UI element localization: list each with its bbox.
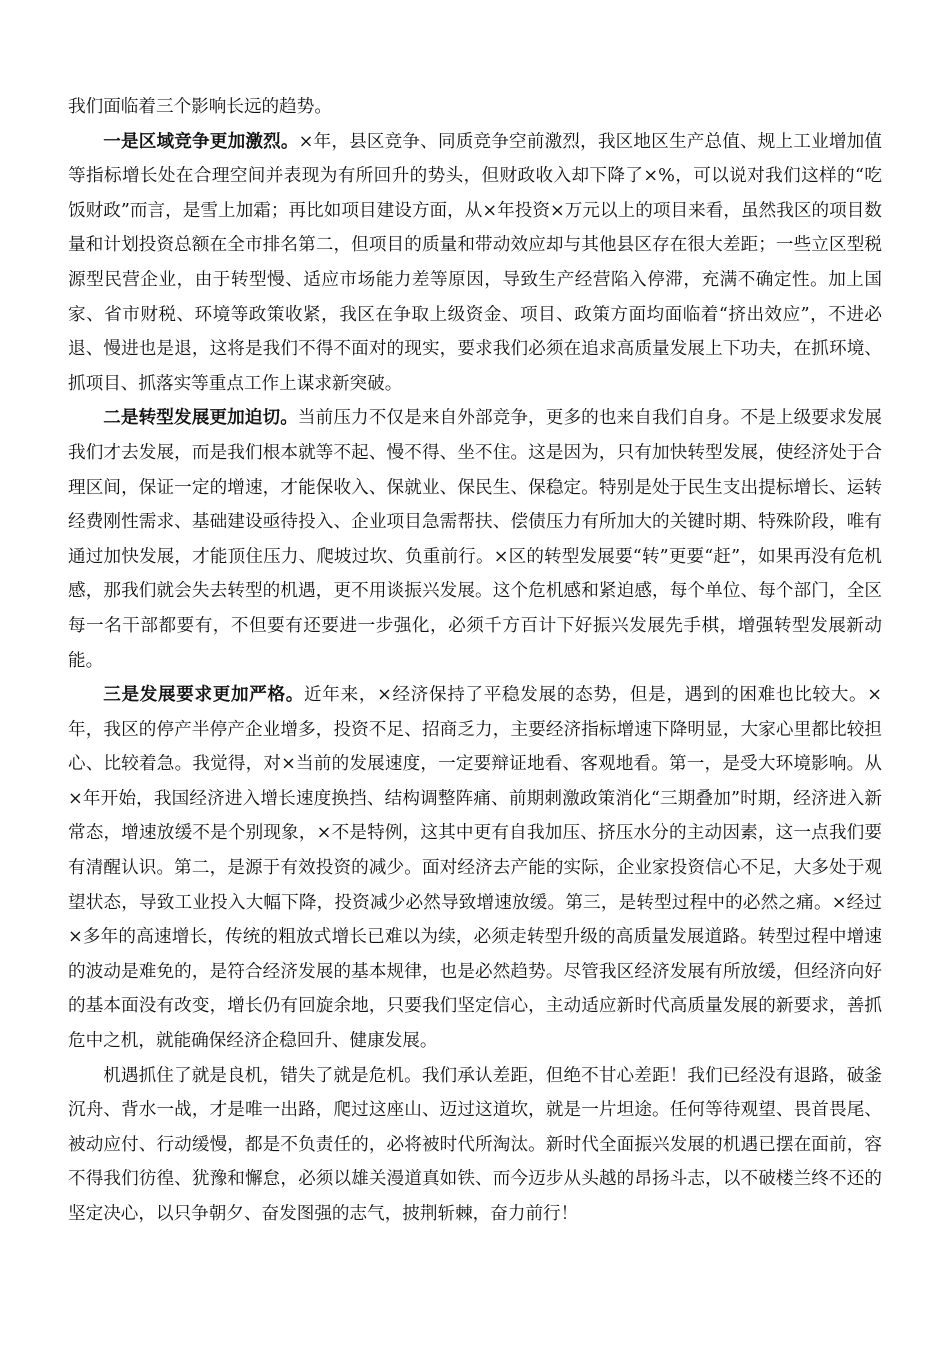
closing-paragraph (68, 1059, 882, 1232)
section-3-paragraph (68, 678, 882, 1059)
section-3-heading: 三是发展要求更加严格。 (103, 684, 305, 706)
section-1-heading: 一是区域竞争更加激烈。 (103, 130, 299, 152)
section-2-paragraph (68, 401, 882, 678)
intro-paragraph (68, 90, 882, 125)
section-2-text: 当前压力不仅是来自外部竞争，更多的也来自我们自身。不是上级要求发展我们才去发展，而是我们根本就等不起、慢不得、坐不住。这是因为，只有加快转型发展，使经济处于合理区间，保证一定的增速，才能保收入、保就业、保民生、保稳定。特别是处于民生支出提标增长、运转经费刚性需求、基础建设亟待投入、企业项目急需帮扶、偿债压力有所加大的关键时期、特殊阶段，唯有通过加快发展，才能顶住压力、爬坡过坎、负重前行。×区的转型发展要“转”更要“赶”，如果再没有危机感，那我们就会失去转型的机遇，更不用谈振兴发展。这个危机感和紧迫感，每个单位、每个部门，全区每一名干部都要有，不但要有还要进一步强化，必须千方百计下好振兴发展先手棋，增强转型发展新动能。 (68, 408, 882, 671)
section-2-heading: 二是转型发展更加迫切。 (103, 407, 298, 429)
closing-text: 机遇抓住了就是良机，错失了就是危机。我们承认差距，但绝不甘心差距！我们已经没有退路，破釜沉舟、背水一战，才是唯一出路，爬过这座山、迈过这道坎，就是一片坦途。任何等待观望、畏首畏尾、被动应付、行动缓慢，都是不负责任的，必将被时代所淘汰。新时代全面振兴发展的机遇已摆在面前，容不得我们彷徨、犹豫和懈怠，必须以雄关漫道真如铁、而今迈步从头越的昂扬斗志，以不破楼兰终不还的坚定决心，以只争朝夕、奋发图强的志气，披荆斩棘，奋力前行！ (68, 1065, 882, 1224)
document-body (68, 90, 882, 1232)
intro-text: 我们面临着三个影响长远的趋势。 (68, 97, 332, 117)
section-1-text: ×年，县区竞争、同质竞争空前激烈，我区地区生产总值、规上工业增加值等指标增长处在合理空间并表现为有所回升的势头，但财政收入却下降了×%，可以说对我们这样的“吃饭财政”而言，是雪上加霜；再比如项目建设方面，从×年投资×万元以上的项目来看，虽然我区的项目数量和计划投资总额在全市排名第二，但项目的质量和带动效应却与其他县区存在很大差距；一些立区型税源型民营企业，由于转型慢、适应市场能力差等原因，导致生产经营陷入停滞，充满不确定性。加上国家、省市财税、环境等政策收紧，我区在争取上级资金、项目、政策方面均面临着“挤出效应”，不进必退、慢进也是退，这将是我们不得不面对的现实，要求我们必须在追求高质量发展上下功夫，在抓环境、抓项目、抓落实等重点工作上谋求新突破。 (68, 131, 882, 394)
section-3-text: 近年来，×经济保持了平稳发展的态势，但是，遇到的困难也比较大。×年，我区的停产半停产企业增多，投资不足、招商乏力，主要经济指标增速下降明显，大家心里都比较担心、比较着急。我觉得，对×当前的发展速度，一定要辩证地看、客观地看。第一，是受大环境影响。从×年开始，我国经济进入增长速度换挡、结构调整阵痛、前期刺激政策消化“三期叠加”时期，经济进入新常态，增速放缓不是个别现象，×不是特例，这其中更有自我加压、挤压水分的主动因素，这一点我们要有清醒认识。第二，是源于有效投资的减少。面对经济去产能的实际，企业家投资信心不足，大多处于观望状态，导致工业投入大幅下降，投资减少必然导致增速放缓。第三，是转型过程中的必然之痛。×经过×多年的高速增长，传统的粗放式增长已难以为续，必须走转型升级的高质量发展道路。转型过程中增速的波动是难免的，是符合经济发展的基本规律，也是必然趋势。尽管我区经济发展有所放缓，但经济向好的基本面没有改变，增长仍有回旋余地，只要我们坚定信心，主动适应新时代高质量发展的新要求，善抓危中之机，就能确保经济企稳回升、健康发展。 (68, 685, 882, 1052)
section-1-paragraph (68, 125, 882, 402)
